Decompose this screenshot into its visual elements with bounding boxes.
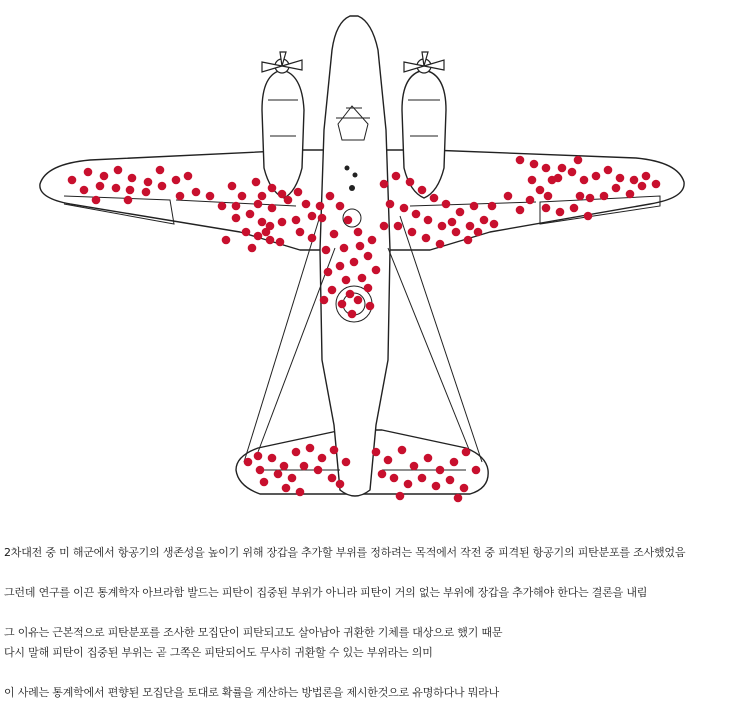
hit-marker-left-wing-13 bbox=[158, 182, 167, 191]
hit-marker-left-wing-43 bbox=[266, 236, 275, 245]
hit-marker-right-wing-22 bbox=[464, 236, 473, 245]
hit-marker-right-wing-38 bbox=[592, 172, 601, 181]
hit-marker-fuselage-22 bbox=[354, 296, 363, 305]
hit-marker-left-wing-50 bbox=[262, 228, 271, 237]
hit-marker-right-wing-4 bbox=[418, 186, 427, 195]
hit-marker-left-wing-1 bbox=[68, 176, 77, 185]
hit-marker-fuselage-11 bbox=[336, 262, 345, 271]
hit-marker-right-tail-15 bbox=[472, 466, 481, 475]
hit-marker-right-wing-17 bbox=[394, 222, 403, 231]
hit-marker-left-wing-8 bbox=[80, 186, 89, 195]
hit-marker-right-wing-3 bbox=[406, 178, 415, 187]
hit-marker-right-wing-55 bbox=[576, 192, 585, 201]
hit-marker-right-wing-23 bbox=[380, 222, 389, 231]
hit-marker-right-wing-6 bbox=[442, 200, 451, 209]
caption-paragraph-5: 이 사례는 통계학에서 편향된 모집단을 토대로 확률을 계산하는 방법론을 제시한것으로 유명하다나 뭐라나 bbox=[4, 686, 500, 699]
hit-marker-left-tail-8 bbox=[330, 446, 339, 455]
hit-marker-right-wing-8 bbox=[470, 202, 479, 211]
hit-marker-fuselage-9 bbox=[368, 236, 377, 245]
hit-marker-left-wing-32 bbox=[284, 196, 293, 205]
hit-marker-right-wing-37 bbox=[580, 176, 589, 185]
hit-marker-left-wing-31 bbox=[268, 204, 277, 213]
hit-marker-right-wing-35 bbox=[554, 174, 563, 183]
hit-marker-left-wing-11 bbox=[126, 186, 135, 195]
hit-marker-right-wing-13 bbox=[438, 222, 447, 231]
hit-marker-left-tail-12 bbox=[288, 474, 297, 483]
hit-marker-right-wing-25 bbox=[504, 192, 513, 201]
hit-marker-right-wing-36 bbox=[568, 168, 577, 177]
hit-marker-left-wing-36 bbox=[254, 232, 263, 241]
hit-marker-right-tail-4 bbox=[410, 462, 419, 471]
hit-marker-right-wing-24 bbox=[488, 202, 497, 211]
hit-marker-fuselage-10 bbox=[322, 246, 331, 255]
hit-marker-left-wing-3 bbox=[100, 172, 109, 181]
hit-marker-left-tail-9 bbox=[342, 458, 351, 467]
hit-marker-left-tail-4 bbox=[280, 462, 289, 471]
hit-marker-left-wing-18 bbox=[92, 196, 101, 205]
hit-marker-right-tail-5 bbox=[424, 454, 433, 463]
hit-marker-left-tail-18 bbox=[254, 452, 263, 461]
hit-marker-right-tail-12 bbox=[432, 482, 441, 491]
hit-marker-left-wing-29 bbox=[246, 210, 255, 219]
hit-marker-right-tail-3 bbox=[398, 446, 407, 455]
hit-marker-left-tail-15 bbox=[328, 474, 337, 483]
hit-marker-right-tail-8 bbox=[462, 448, 471, 457]
hit-marker-left-wing-2 bbox=[84, 168, 93, 177]
hit-marker-left-wing-15 bbox=[184, 172, 193, 181]
caption-paragraph-2: 그런데 연구를 이끈 통계학자 아브라함 발드는 피탄이 집중된 부위가 아니라 피탄이 거의 없는 부위에 장갑을 추가해야 한다는 결론을 내림 bbox=[4, 586, 648, 599]
hit-marker-right-wing-41 bbox=[630, 176, 639, 185]
caption-paragraph-3: 그 이유는 근본적으로 피탄분포를 조사한 모집단이 피탄되고도 살아남아 귀환한 기체를 대상으로 했기 때문 bbox=[4, 626, 503, 639]
hit-marker-right-wing-12 bbox=[424, 216, 433, 225]
hit-marker-fuselage-5 bbox=[318, 214, 327, 223]
hit-marker-left-wing-20 bbox=[176, 192, 185, 201]
hit-marker-right-wing-43 bbox=[652, 180, 661, 189]
hit-marker-right-wing-50 bbox=[626, 190, 635, 199]
hit-marker-right-wing-19 bbox=[422, 234, 431, 243]
hit-marker-right-tail-13 bbox=[446, 476, 455, 485]
hit-marker-fuselage-2 bbox=[336, 202, 345, 211]
tail-brace-right-2 bbox=[400, 216, 482, 462]
hit-marker-left-wing-34 bbox=[302, 200, 311, 209]
hit-marker-fuselage-7 bbox=[340, 244, 349, 253]
hit-marker-right-wing-51 bbox=[638, 182, 647, 191]
hit-marker-right-wing-30 bbox=[558, 164, 567, 173]
hit-marker-right-tail-14 bbox=[460, 484, 469, 493]
hit-marker-right-wing-16 bbox=[480, 216, 489, 225]
hit-marker-right-wing-32 bbox=[516, 156, 525, 165]
hit-marker-fuselage-21 bbox=[338, 300, 347, 309]
hit-marker-right-tail-16 bbox=[378, 470, 387, 479]
hit-marker-right-tail-2 bbox=[384, 456, 393, 465]
hit-marker-right-wing-42 bbox=[642, 172, 651, 181]
hit-marker-left-tail-1 bbox=[244, 458, 253, 467]
hit-marker-fuselage-17 bbox=[358, 274, 367, 283]
hit-marker-left-wing-44 bbox=[296, 228, 305, 237]
hit-marker-right-wing-57 bbox=[474, 228, 483, 237]
hit-marker-right-tail-1 bbox=[372, 448, 381, 457]
hit-marker-left-tail-3 bbox=[268, 454, 277, 463]
nose-detail-1 bbox=[345, 166, 350, 171]
hit-marker-left-wing-25 bbox=[268, 184, 277, 193]
hit-marker-fuselage-19 bbox=[346, 290, 355, 299]
hit-marker-right-wing-52 bbox=[584, 212, 593, 221]
hit-marker-fuselage-20 bbox=[364, 284, 373, 293]
hit-marker-left-wing-38 bbox=[278, 218, 287, 227]
hit-marker-left-tail-13 bbox=[300, 462, 309, 471]
hit-marker-right-wing-34 bbox=[542, 164, 551, 173]
hit-marker-left-tail-19 bbox=[336, 480, 345, 489]
hit-marker-left-wing-45 bbox=[308, 234, 317, 243]
hit-marker-right-wing-26 bbox=[516, 206, 525, 215]
hit-marker-left-wing-12 bbox=[142, 188, 151, 197]
hit-marker-fuselage-18 bbox=[328, 286, 337, 295]
hit-marker-left-wing-5 bbox=[128, 174, 137, 183]
hit-marker-right-wing-15 bbox=[466, 222, 475, 231]
hit-marker-fuselage-13 bbox=[364, 252, 373, 261]
hit-marker-right-wing-48 bbox=[600, 192, 609, 201]
hit-marker-fuselage-12 bbox=[350, 258, 359, 267]
hit-marker-left-wing-27 bbox=[218, 202, 227, 211]
hit-marker-left-wing-48 bbox=[258, 218, 267, 227]
hit-marker-fuselage-23 bbox=[320, 296, 329, 305]
hit-marker-fuselage-6 bbox=[330, 230, 339, 239]
hit-marker-right-wing-39 bbox=[604, 166, 613, 175]
hit-marker-left-tail-17 bbox=[296, 488, 305, 497]
hit-marker-left-wing-19 bbox=[124, 196, 133, 205]
hit-marker-left-wing-28 bbox=[232, 214, 241, 223]
hit-marker-left-wing-9 bbox=[96, 182, 105, 191]
hit-marker-right-wing-18 bbox=[408, 228, 417, 237]
hit-marker-right-tail-7 bbox=[450, 458, 459, 467]
hit-marker-left-wing-46 bbox=[276, 238, 285, 247]
hit-marker-right-wing-11 bbox=[412, 210, 421, 219]
hit-marker-left-tail-16 bbox=[282, 484, 291, 493]
hit-marker-left-tail-10 bbox=[260, 478, 269, 487]
hit-marker-left-wing-10 bbox=[112, 184, 121, 193]
hit-marker-fuselage-3 bbox=[344, 216, 353, 225]
hit-marker-right-wing-45 bbox=[556, 208, 565, 217]
hit-marker-left-wing-23 bbox=[252, 178, 261, 187]
tail-brace-left-2 bbox=[244, 216, 320, 462]
hit-marker-left-wing-41 bbox=[316, 202, 325, 211]
hit-marker-right-wing-46 bbox=[570, 204, 579, 213]
hit-marker-right-wing-56 bbox=[490, 220, 499, 229]
hit-marker-right-wing-5 bbox=[430, 194, 439, 203]
hit-marker-left-wing-49 bbox=[232, 202, 241, 211]
hit-marker-right-wing-33 bbox=[530, 160, 539, 169]
fuselage bbox=[320, 16, 390, 496]
hit-marker-right-wing-14 bbox=[452, 228, 461, 237]
hit-marker-right-wing-10 bbox=[400, 204, 409, 213]
hit-marker-right-tail-17 bbox=[396, 492, 405, 501]
hit-marker-right-wing-27 bbox=[526, 196, 535, 205]
hit-marker-right-wing-54 bbox=[544, 192, 553, 201]
hit-marker-right-wing-2 bbox=[392, 172, 401, 181]
hit-marker-fuselage-25 bbox=[348, 310, 357, 319]
hit-marker-right-wing-7 bbox=[456, 208, 465, 217]
hit-marker-left-tail-5 bbox=[292, 448, 301, 457]
hit-marker-right-wing-44 bbox=[542, 204, 551, 213]
left-engine-nacelle bbox=[262, 70, 304, 198]
hit-marker-left-wing-30 bbox=[254, 200, 263, 209]
hit-marker-fuselage-14 bbox=[372, 266, 381, 275]
hit-marker-left-wing-17 bbox=[206, 192, 215, 201]
hit-marker-fuselage-4 bbox=[354, 228, 363, 237]
hit-marker-right-wing-21 bbox=[448, 218, 457, 227]
hit-marker-left-wing-7 bbox=[156, 166, 165, 175]
hit-marker-fuselage-15 bbox=[324, 268, 333, 277]
hit-marker-right-wing-40 bbox=[616, 174, 625, 183]
hit-marker-right-wing-31 bbox=[574, 156, 583, 165]
hit-marker-left-tail-7 bbox=[318, 454, 327, 463]
hit-marker-left-wing-21 bbox=[228, 182, 237, 191]
hit-marker-right-tail-10 bbox=[404, 480, 413, 489]
nose-detail-2 bbox=[353, 173, 358, 178]
hit-marker-right-wing-53 bbox=[528, 176, 537, 185]
hit-marker-left-wing-42 bbox=[248, 244, 257, 253]
hit-marker-right-tail-9 bbox=[390, 474, 399, 483]
hit-marker-left-wing-47 bbox=[222, 236, 231, 245]
hit-marker-right-wing-20 bbox=[436, 240, 445, 249]
hit-marker-left-wing-24 bbox=[258, 192, 267, 201]
hit-marker-right-wing-49 bbox=[612, 184, 621, 193]
caption-paragraph-4: 다시 말해 피탄이 집중된 부위는 곧 그쪽은 피탄되어도 무사히 귀환할 수 있는 부위라는 의미 bbox=[4, 646, 433, 659]
hit-marker-fuselage-1 bbox=[326, 192, 335, 201]
hit-marker-left-wing-4 bbox=[114, 166, 123, 175]
hit-marker-left-wing-14 bbox=[172, 176, 181, 185]
hit-marker-fuselage-8 bbox=[356, 242, 365, 251]
hit-marker-fuselage-16 bbox=[342, 276, 351, 285]
hit-marker-left-tail-6 bbox=[306, 444, 315, 453]
caption-paragraph-1: 2차대전 중 미 해군에서 항공기의 생존성을 높이기 위해 장갑을 추가할 부위를 정하려는 목적에서 작전 중 피격된 항공기의 피탄분포를 조사했었음 bbox=[4, 546, 686, 559]
hit-marker-right-wing-47 bbox=[586, 194, 595, 203]
hit-marker-right-tail-18 bbox=[454, 494, 463, 503]
tail-brace-right-1 bbox=[388, 248, 470, 452]
hit-marker-left-wing-6 bbox=[144, 178, 153, 187]
hit-marker-left-tail-14 bbox=[314, 466, 323, 475]
hit-marker-left-wing-35 bbox=[242, 228, 251, 237]
hit-marker-left-wing-22 bbox=[238, 192, 247, 201]
hit-marker-left-wing-39 bbox=[292, 216, 301, 225]
hit-marker-right-wing-9 bbox=[386, 200, 395, 209]
nose-detail-3 bbox=[349, 185, 355, 191]
hit-marker-right-wing-28 bbox=[536, 186, 545, 195]
hit-marker-right-wing-1 bbox=[380, 180, 389, 189]
hit-marker-left-wing-40 bbox=[308, 212, 317, 221]
hit-marker-left-tail-2 bbox=[256, 466, 265, 475]
hit-marker-right-tail-11 bbox=[418, 474, 427, 483]
hit-marker-left-tail-11 bbox=[274, 470, 283, 479]
hit-marker-right-tail-6 bbox=[436, 466, 445, 475]
hit-marker-fuselage-24 bbox=[366, 302, 375, 311]
hit-marker-left-wing-33 bbox=[294, 188, 303, 197]
hit-marker-left-wing-16 bbox=[192, 188, 201, 197]
